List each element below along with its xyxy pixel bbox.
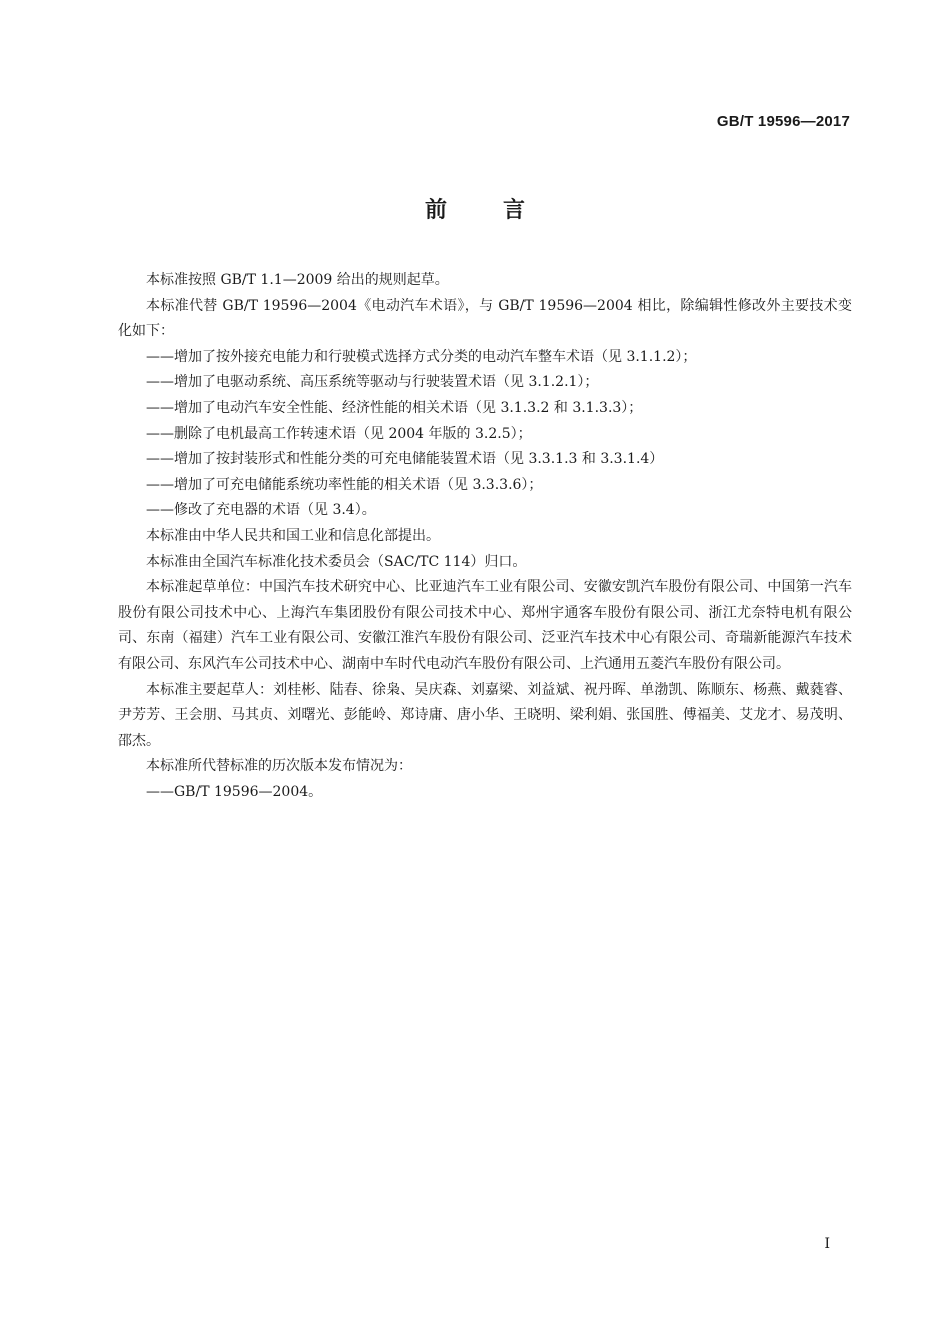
paragraph-drafters: 本标准主要起草人：刘桂彬、陆春、徐枭、吴庆森、刘嘉梁、刘益斌、祝丹晖、单渤凯、陈顺东、杨燕、戴蕤睿、尹芳芳、王会朋、马其贞、刘曙光、彭能岭、郑诗庸、唐小华、王晓明、梁利娟、张国胜、傅福美、艾龙才、易茂明、邵杰。 [118, 681, 852, 749]
page-title: 前言 [424, 198, 581, 223]
paragraph-replacement: 本标准代替 GB/T 19596—2004《电动汽车术语》，与 GB/T 19596—2004 相比，除编辑性修改外主要技术变化如下： [118, 297, 852, 340]
change-item-4: ——删除了电机最高工作转速术语（见 2004 年版的 3.2.5）； [146, 425, 532, 442]
change-item-7: ——修改了充电器的术语（见 3.4）。 [146, 502, 376, 519]
foreword-body [118, 268, 852, 805]
change-item-1: ——增加了按外接充电能力和行驶模式选择方式分类的电动汽车整车术语（见 3.1.1.2）； [146, 348, 697, 365]
paragraph-drafting-rules: 本标准按照 GB/T 1.1—2009 给出的规则起草。 [146, 272, 449, 288]
paragraph-proposer: 本标准由中华人民共和国工业和信息化部提出。 [146, 527, 440, 544]
page-number: I [824, 1236, 830, 1252]
history-item-1: ——GB/T 19596—2004。 [146, 783, 323, 800]
change-item-5: ——增加了按封装形式和性能分类的可充电储能装置术语（见 3.3.1.3 和 3.3.1.4） [146, 451, 664, 468]
paragraph-administrator: 本标准由全国汽车标准化技术委员会（SAC/TC 114）归口。 [146, 553, 527, 570]
change-item-3: ——增加了电动汽车安全性能、经济性能的相关术语（见 3.1.3.2 和 3.1.3.3）； [146, 399, 643, 416]
change-item-2: ——增加了电驱动系统、高压系统等驱动与行驶装置术语（见 3.1.2.1）； [146, 374, 599, 391]
change-item-6: ——增加了可充电储能系统功率性能的相关术语（见 3.3.3.6）； [146, 476, 543, 493]
paragraph-drafting-units: 本标准起草单位：中国汽车技术研究中心、比亚迪汽车工业有限公司、安徽安凯汽车股份有限公司、中国第一汽车股份有限公司技术中心、上海汽车集团股份有限公司技术中心、郑州宇通客车股份有限公司、浙江尤奈特电机有限公司、东南（福建）汽车工业有限公司、安徽江淮汽车股份有限公司、泛亚汽车技术中心有限公司、奇瑞新能源汽车技术有限公司、东风汽车公司技术中心、湖南中车时代电动汽车股份有限公司、上汽通用五菱汽车股份有限公司。 [118, 579, 852, 672]
paragraph-history-intro: 本标准所代替标准的历次版本发布情况为： [146, 758, 412, 775]
standard-number: GB/T 19596—2017 [716, 113, 850, 130]
